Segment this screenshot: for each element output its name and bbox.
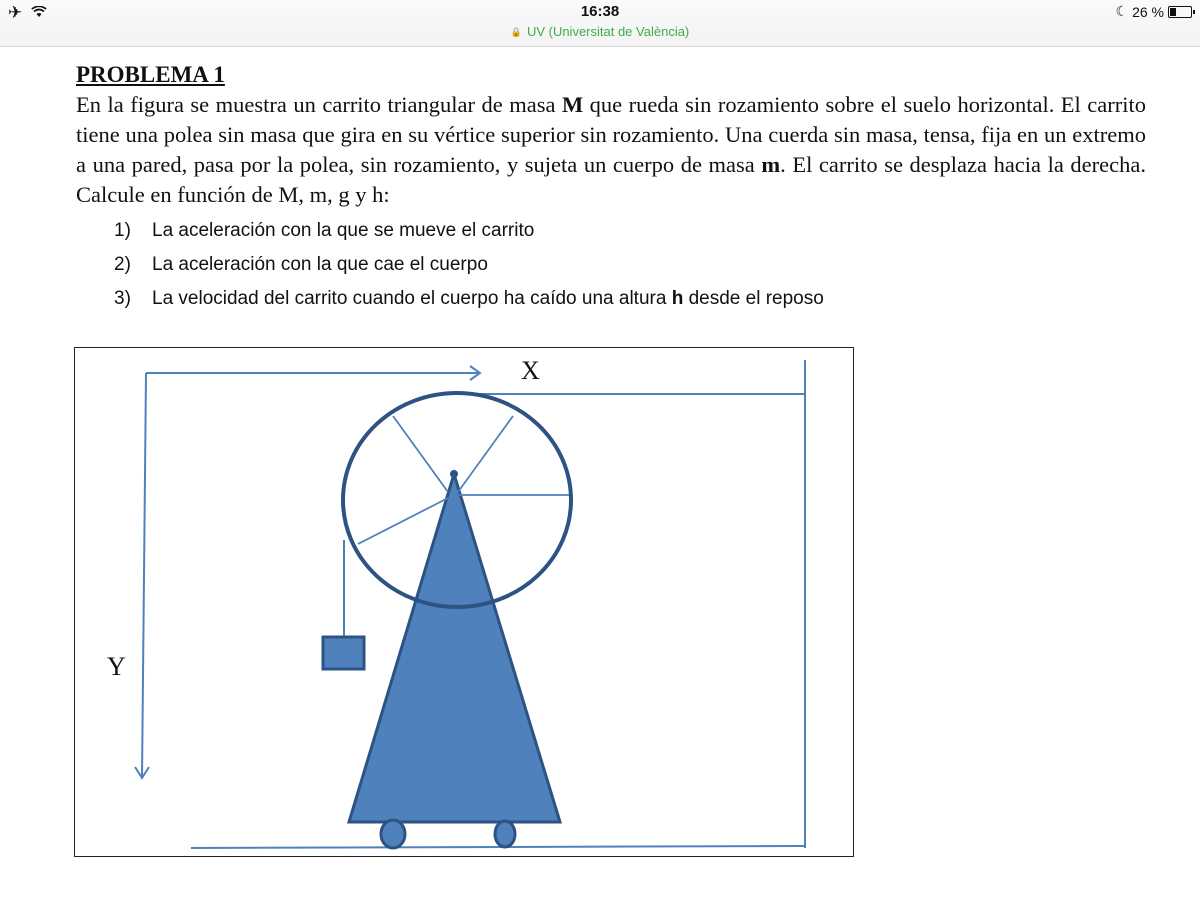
triangular-cart [349, 474, 560, 822]
statement-text-1: En la figura se muestra un carrito triangular de masa [76, 92, 562, 117]
status-right [1116, 3, 1192, 20]
battery-percent: 26 % [1132, 3, 1164, 20]
list-item [76, 282, 1146, 316]
url-text: UV (Universitat de València) [526, 24, 690, 39]
battery-icon [1168, 6, 1192, 18]
statement-text-3: . El carrito se desplaza hacia la derecha. Calcule en función de M, m, g y h: [76, 152, 1146, 207]
document-body [76, 60, 1146, 316]
y-axis-line [142, 373, 146, 778]
question-text-after: desde el reposo [683, 288, 824, 309]
x-axis-label: X [521, 356, 540, 385]
airplane-icon: ✈ [8, 3, 25, 22]
question-text [152, 288, 824, 309]
mass-m: m [761, 152, 781, 177]
url-bar[interactable] [0, 24, 1200, 39]
question-number: 2) [114, 254, 131, 275]
wheel-right [495, 821, 515, 847]
question-text-before: La velocidad del carrito cuando el cuerpo ha caído una altura [152, 288, 672, 309]
mass-M: M [561, 92, 584, 117]
wheel-left [381, 820, 405, 848]
physics-diagram [74, 347, 854, 857]
question-text: La aceleración con la que cae el cuerpo [152, 254, 488, 275]
problem-title: PROBLEMA 1 [76, 62, 225, 87]
list-item [76, 214, 1146, 248]
moon-icon: ☾ [1115, 3, 1129, 19]
question-text: La aceleración con la que se mueve el carrito [152, 220, 535, 241]
y-axis-label: Y [107, 652, 126, 681]
question-list [76, 214, 1146, 316]
floor-line [191, 846, 805, 848]
status-time: 16:38 [580, 3, 620, 20]
height-h: h [671, 288, 684, 309]
problem-statement [76, 90, 1146, 210]
question-number: 1) [114, 220, 131, 241]
lock-icon: 🔒 [510, 27, 522, 37]
question-number: 3) [114, 288, 131, 309]
hanging-mass [323, 637, 364, 669]
statement-text-2: que rueda sin rozamiento sobre el suelo horizontal. El carrito tiene una polea sin masa que gira en su vértice superior sin rozamiento. Una cuerda sin masa, tensa, fija en un extremo a una pared, pasa por la polea, sin rozamiento, y sujeta un cuerpo de masa [76, 92, 1146, 177]
pulley-axle [450, 470, 458, 478]
list-item [76, 248, 1146, 282]
diagram-svg [75, 348, 853, 856]
status-bar [0, 0, 1200, 47]
